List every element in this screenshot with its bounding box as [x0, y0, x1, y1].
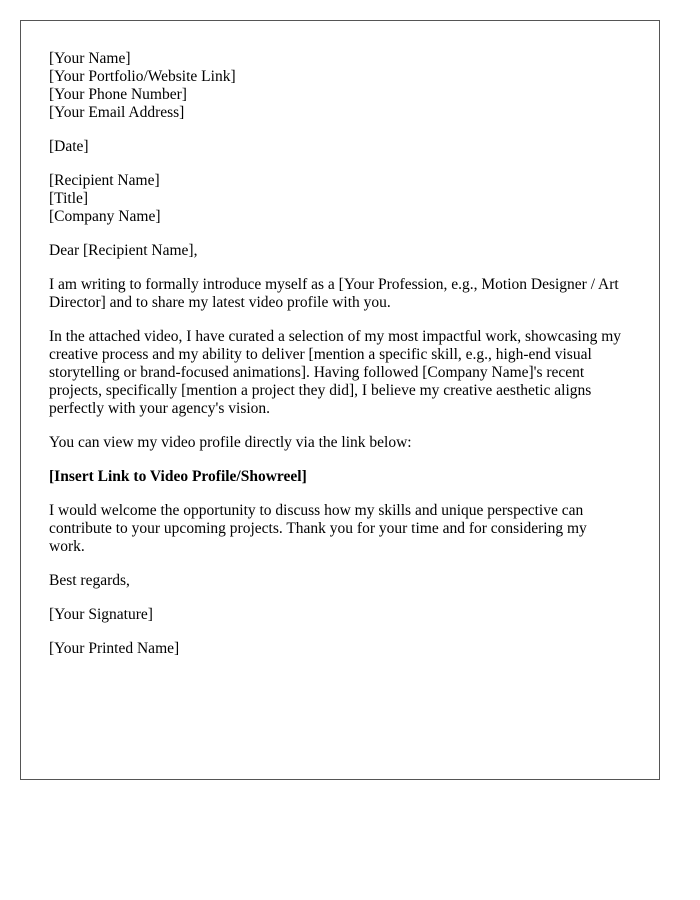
- recipient-company: [Company Name]: [49, 208, 161, 225]
- letter-page: [20, 20, 660, 780]
- sign-off: Best regards,: [49, 572, 130, 589]
- view-link-paragraph: You can view my video profile directly via the link below:: [49, 434, 412, 451]
- sender-name: [Your Name]: [49, 50, 131, 67]
- closing-paragraph: I would welcome the opportunity to discuss how my skills and unique perspective can contribute to your upcoming projects. Thank you for your time and for considering my work.: [49, 502, 587, 555]
- date-block: [49, 138, 624, 156]
- sender-portfolio: [Your Portfolio/Website Link]: [49, 68, 236, 85]
- intro-paragraph: I am writing to formally introduce myself as a [Your Profession, e.g., Motion Designer / Art Director] and to share my latest video profile with you.: [49, 276, 619, 311]
- recipient-block: [49, 172, 624, 226]
- attached-video-paragraph: In the attached video, I have curated a selection of my most impactful work, showcasing my creative process and my ability to deliver [mention a specific skill, e.g., high-end visual storytelling or brand-focused animations]. Having followed [Company Name]'s recent projects, specifically [mention a project they did], I believe my creative aesthetic aligns perfectly with your agency's vision.: [49, 328, 622, 417]
- video-link-placeholder: [Insert Link to Video Profile/Showreel]: [49, 468, 307, 485]
- sender-phone: [Your Phone Number]: [49, 86, 187, 103]
- recipient-name: [Recipient Name]: [49, 172, 160, 189]
- recipient-title: [Title]: [49, 190, 89, 207]
- letter-body: [49, 50, 624, 674]
- letter-date: [Date]: [49, 138, 89, 155]
- salutation: Dear [Recipient Name],: [49, 242, 198, 259]
- printed-name: [Your Printed Name]: [49, 640, 180, 657]
- sender-email: [Your Email Address]: [49, 104, 185, 121]
- sender-block: [49, 50, 624, 122]
- signature: [Your Signature]: [49, 606, 153, 623]
